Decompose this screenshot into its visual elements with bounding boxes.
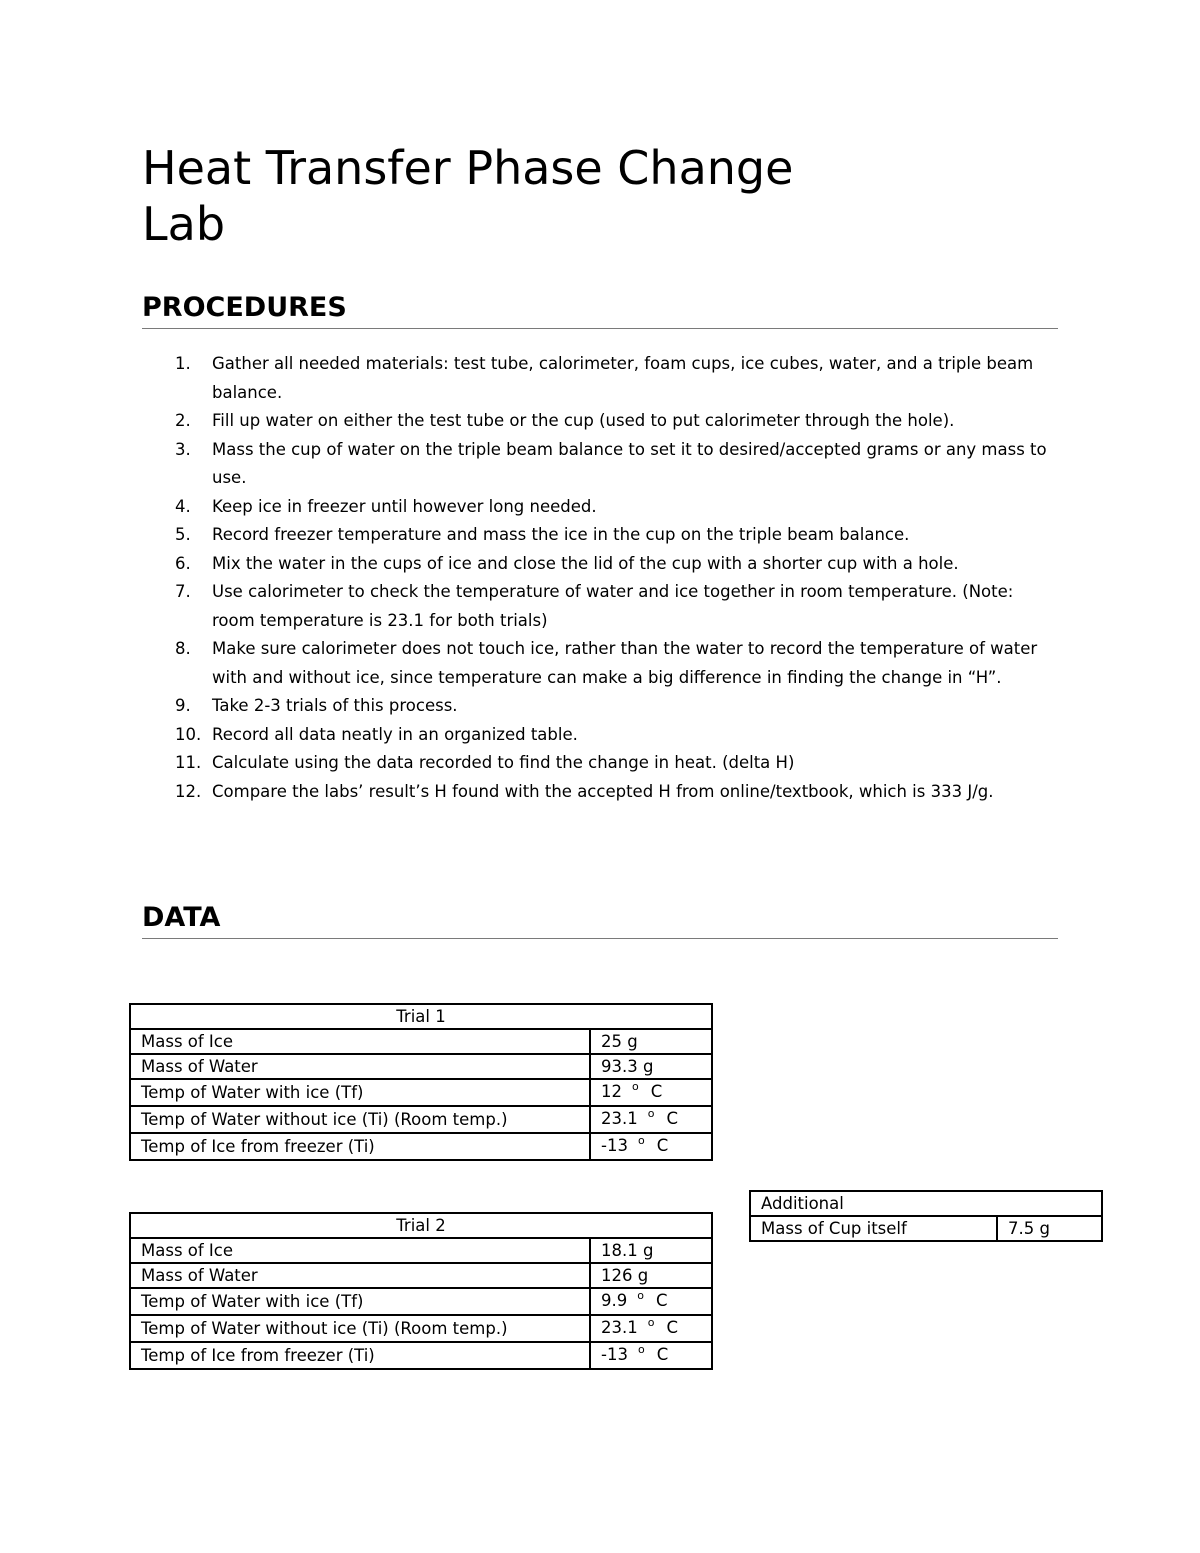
step-number: 2. xyxy=(175,411,191,430)
degree-symbol: o xyxy=(632,1080,639,1093)
table-caption-row xyxy=(130,1004,712,1029)
table-row xyxy=(130,1342,712,1369)
step-text: Calculate using the data recorded to find the change in heat. (delta H) xyxy=(212,753,795,772)
step-number: 12. xyxy=(175,781,202,801)
trial-1-table xyxy=(129,1003,713,1161)
step-text: Record freezer temperature and mass the ice in the cup on the triple beam balance. xyxy=(212,525,910,544)
step-number: 9. xyxy=(175,696,191,715)
table-caption-row xyxy=(130,1213,712,1238)
row-label: Temp of Water with ice (Tf) xyxy=(130,1079,590,1106)
step-number: 4. xyxy=(175,496,191,516)
row-unit: C xyxy=(656,1136,669,1155)
trial-2-caption: Trial 2 xyxy=(130,1213,712,1238)
row-label: Temp of Ice from freezer (Ti) xyxy=(130,1342,590,1369)
step-text: Make sure calorimeter does not touch ice, rather than the water to record the temperature of water with and without ice, since temperature can make a big difference in finding the change in “H”. xyxy=(212,639,1038,687)
row-unit: C xyxy=(666,1318,679,1337)
trial-2-table xyxy=(129,1212,713,1370)
degree-symbol: o xyxy=(637,1134,645,1147)
row-value: 7.5 g xyxy=(997,1216,1102,1241)
table-row xyxy=(130,1054,712,1079)
row-value: 25 g xyxy=(590,1029,712,1054)
row-unit: C xyxy=(656,1345,669,1364)
step-text: Compare the labs’ result’s H found with the accepted H from online/textbook, which is 333 J/g. xyxy=(212,781,994,801)
row-unit: C xyxy=(650,1082,663,1101)
degree-symbol: o xyxy=(647,1316,655,1329)
table-row xyxy=(130,1133,712,1160)
step-text: Mix the water in the cups of ice and close the lid of the cup with a shorter cup with a hole. xyxy=(212,553,959,573)
row-label: Temp of Ice from freezer (Ti) xyxy=(130,1133,590,1160)
step-number: 1. xyxy=(175,354,191,373)
row-label: Mass of Cup itself xyxy=(750,1216,997,1241)
procedure-step xyxy=(142,407,1058,436)
row-value-cell xyxy=(590,1133,712,1160)
row-value-cell xyxy=(590,1079,712,1106)
row-value: -13 xyxy=(601,1136,628,1155)
row-value: 23.1 xyxy=(601,1318,638,1337)
degree-symbol: o xyxy=(647,1107,655,1120)
additional-caption: Additional xyxy=(750,1191,1102,1216)
row-value: 23.1 xyxy=(601,1109,638,1128)
procedure-step xyxy=(142,692,1058,721)
table-row xyxy=(130,1238,712,1263)
title-line-2: Lab xyxy=(142,197,226,251)
row-value: 12 xyxy=(601,1082,622,1101)
degree-symbol: o xyxy=(637,1343,645,1356)
procedure-step xyxy=(142,749,1058,778)
row-value-cell xyxy=(590,1342,712,1369)
row-unit: C xyxy=(666,1109,679,1128)
row-unit: C xyxy=(655,1291,668,1310)
procedures-list xyxy=(142,350,1058,806)
row-label: Mass of Ice xyxy=(130,1238,590,1263)
row-label: Temp of Water without ice (Ti) (Room temp.) xyxy=(130,1315,590,1342)
table-row xyxy=(130,1079,712,1106)
step-text: Record all data neatly in an organized table. xyxy=(212,724,578,744)
row-value-cell xyxy=(590,1315,712,1342)
title-line-1: Heat Transfer Phase Change xyxy=(142,141,794,195)
step-text: Take 2-3 trials of this process. xyxy=(212,696,458,715)
degree-symbol: o xyxy=(637,1289,644,1302)
step-text: Mass the cup of water on the triple beam balance to set it to desired/accepted grams or any mass to use. xyxy=(212,439,1047,487)
procedure-step xyxy=(142,578,1058,635)
procedure-step xyxy=(142,436,1058,493)
table-row xyxy=(130,1315,712,1342)
row-label: Mass of Ice xyxy=(130,1029,590,1054)
procedure-step xyxy=(142,550,1058,579)
row-label: Mass of Water xyxy=(130,1263,590,1288)
table-row xyxy=(130,1029,712,1054)
procedures-heading: PROCEDURES xyxy=(142,292,1058,329)
row-label: Temp of Water without ice (Ti) (Room temp.) xyxy=(130,1106,590,1133)
procedure-step xyxy=(142,778,1058,807)
procedure-step xyxy=(142,521,1058,550)
trial-1-caption: Trial 1 xyxy=(130,1004,712,1029)
table-row xyxy=(130,1106,712,1133)
row-value: 126 g xyxy=(590,1263,712,1288)
procedure-step xyxy=(142,721,1058,750)
step-text: Gather all needed materials: test tube, calorimeter, foam cups, ice cubes, water, and a triple beam balance. xyxy=(212,354,1034,402)
table-row xyxy=(130,1288,712,1315)
row-value: -13 xyxy=(601,1345,628,1364)
step-number: 11. xyxy=(175,753,202,772)
additional-table xyxy=(749,1190,1103,1242)
page-title xyxy=(142,140,902,252)
procedure-step xyxy=(142,350,1058,407)
step-number: 3. xyxy=(175,439,191,459)
step-text: Fill up water on either the test tube or the cup (used to put calorimeter through the hole). xyxy=(212,411,955,430)
row-value: 93.3 g xyxy=(590,1054,712,1079)
procedure-step xyxy=(142,493,1058,522)
step-number: 5. xyxy=(175,525,191,544)
row-value-cell xyxy=(590,1288,712,1315)
step-number: 8. xyxy=(175,639,191,658)
procedure-step xyxy=(142,635,1058,692)
table-row xyxy=(750,1216,1102,1241)
row-value: 18.1 g xyxy=(590,1238,712,1263)
row-label: Temp of Water with ice (Tf) xyxy=(130,1288,590,1315)
row-value-cell xyxy=(590,1106,712,1133)
table-caption-row xyxy=(750,1191,1102,1216)
step-number: 7. xyxy=(175,582,191,601)
step-text: Use calorimeter to check the temperature of water and ice together in room temperature. (Note: room temperature is 23.1 for both trials) xyxy=(212,582,1014,630)
table-row xyxy=(130,1263,712,1288)
step-number: 10. xyxy=(175,724,202,744)
row-value: 9.9 xyxy=(601,1291,628,1310)
data-heading: DATA xyxy=(142,902,1058,939)
row-label: Mass of Water xyxy=(130,1054,590,1079)
step-text: Keep ice in freezer until however long needed. xyxy=(212,496,597,516)
step-number: 6. xyxy=(175,553,191,573)
